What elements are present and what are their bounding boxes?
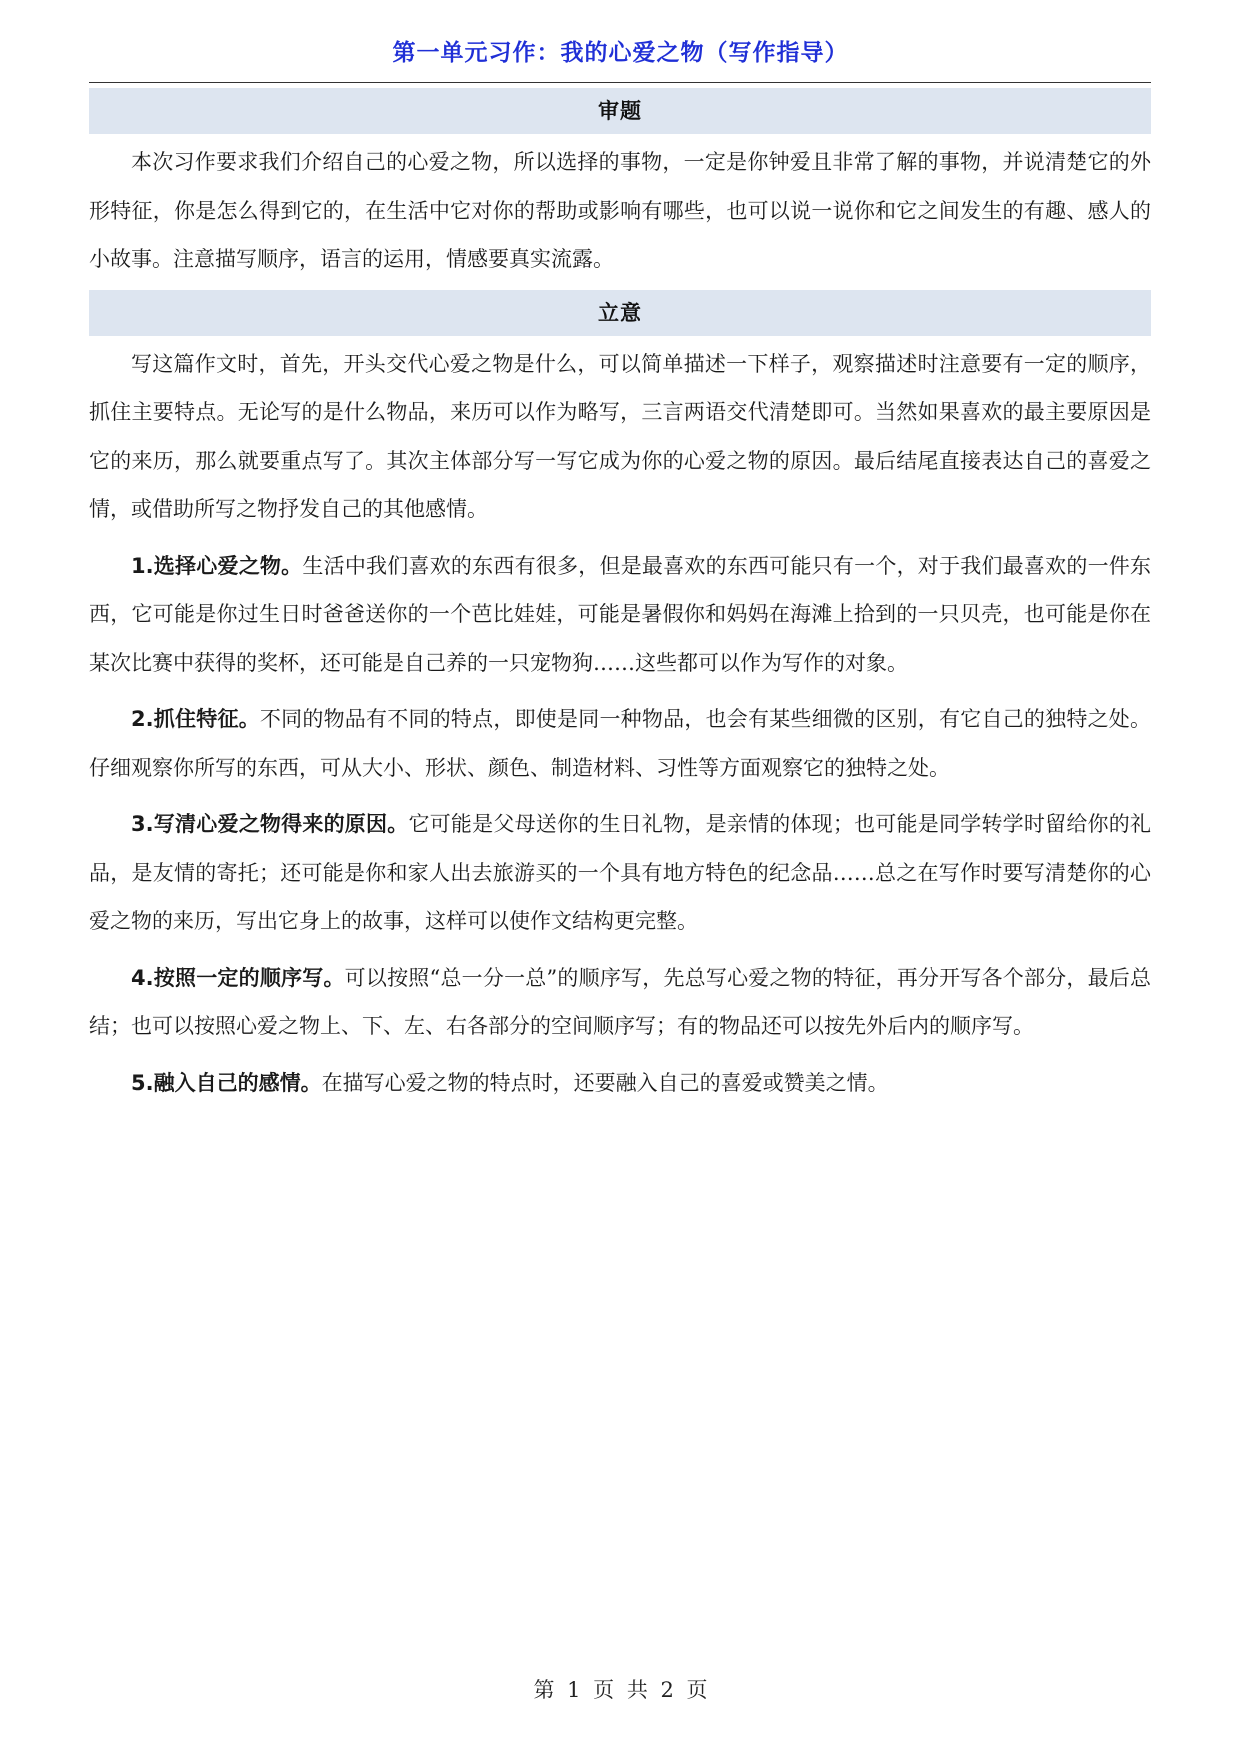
- point-5-title: 5.融入自己的感情。: [131, 1070, 322, 1095]
- point-2-text: 不同的物品有不同的特点，即使是同一种物品，也会有某些细微的区别，有它自己的独特之处。仔细观察你所写的东西，可从大小、形状、颜色、制造材料、习性等方面观察它的独特之处。: [89, 707, 1151, 780]
- point-1-text: 生活中我们喜欢的东西有很多，但是最喜欢的东西可能只有一个，对于我们最喜欢的一件东西，它可能是你过生日时爸爸送你的一个芭比娃娃，可能是暑假你和妈妈在海滩上拾到的一只贝壳，也可能是你在某次比赛中获得的奖杯，还可能是自己养的一只宠物狗……这些都可以作为写作的对象。: [89, 553, 1152, 675]
- point-4-text: 可以按照“总一分一总”的顺序写，先总写心爱之物的特征，再分开写各个部分，最后总结；也可以按照心爱之物上、下、左、右各部分的空间顺序写；有的物品还可以按先外后内的顺序写。: [89, 965, 1152, 1038]
- document-title: 第一单元习作：我的心爱之物（写作指导）: [392, 40, 849, 66]
- point-2: [89, 695, 1151, 792]
- section-text-liyi: 写这篇作文时，首先，开头交代心爱之物是什么，可以简单描述一下样子，观察描述时注意要有一定的顺序，抓住主要特点。无论写的是什么物品，来历可以作为略写，三言两语交代清楚即可。当然如果喜欢的最主要原因是它的来历，那么就要重点写了。其次主体部分写一写它成为你的心爱之物的原因。最后结尾直接表达自己的喜爱之情，或借助所写之物抒发自己的其他感情。: [89, 351, 1151, 521]
- section-heading-liyi: 立意: [89, 290, 1151, 336]
- document-body: [89, 88, 1151, 1107]
- point-4-title: 4.按照一定的顺序写。: [131, 965, 345, 990]
- point-5-text: 在描写心爱之物的特点时，还要融入自己的喜爱或赞美之情。: [321, 1070, 889, 1095]
- point-3-title: 3.写清心爱之物得来的原因。: [131, 812, 409, 836]
- header-divider: [89, 82, 1151, 83]
- point-1-title: 1.选择心爱之物。: [131, 553, 303, 578]
- section-heading-shenti: 审题: [89, 88, 1151, 134]
- section-text-shenti: 本次习作要求我们介绍自己的心爱之物，所以选择的事物，一定是你钟爱且非常了解的事物，并说清楚它的外形特征，你是怎么得到它的，在生活中它对你的帮助或影响有哪些，也可以说一说你和它之间发生的有趣、感人的小故事。注意描写顺序，语言的运用，情感要真实流露。: [89, 150, 1151, 271]
- point-5: [89, 1059, 1151, 1108]
- point-3: [89, 800, 1151, 946]
- point-1: [89, 542, 1151, 688]
- point-3-text: 它可能是父母送你的生日礼物，是亲情的体现；也可能是同学转学时留给你的礼品，是友情的寄托；还可能是你和家人出去旅游买的一个具有地方特色的纪念品……总之在写作时要写清楚你的心爱之物的来历，写出它身上的故事，这样可以使作文结构更完整。: [89, 812, 1151, 933]
- page-number: 第 1 页 共 2 页: [533, 1678, 708, 1702]
- point-2-title: 2.抓住特征。: [131, 707, 260, 731]
- point-4: [89, 954, 1151, 1051]
